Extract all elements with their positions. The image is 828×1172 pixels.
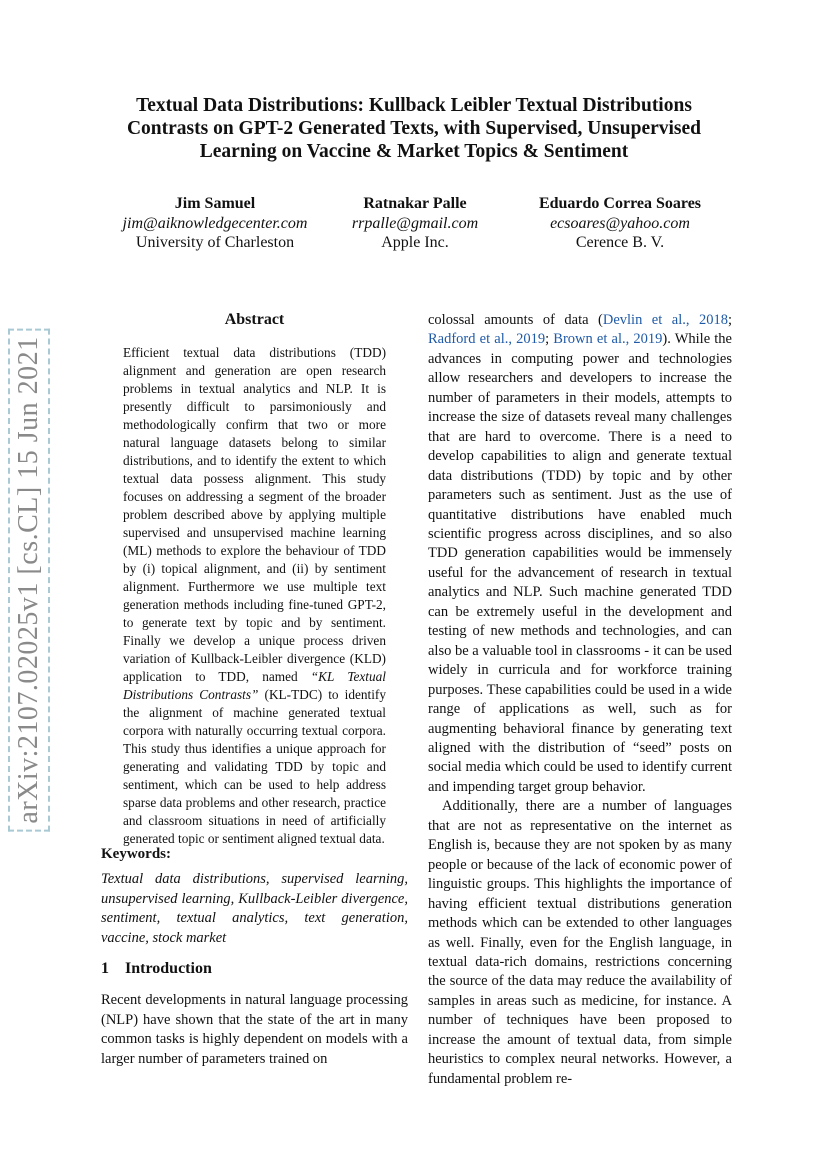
author-block: [520, 194, 720, 253]
abstract-heading: Abstract: [224, 311, 285, 328]
author-affiliation: Apple Inc.: [381, 234, 449, 251]
author-email[interactable]: jim@aiknowledgecenter.com: [122, 214, 308, 232]
right-column: [428, 311, 732, 1089]
author-block: [110, 194, 320, 253]
arxiv-sidebar: [4, 330, 54, 830]
intro-paragraph: Recent developments in natural language processing (NLP) have shown that the state of the art in many common tasks is highly dependent on models with a larger number of parameters trained on: [101, 992, 408, 1067]
paragraph: Additionally, there are a number of languages that are not as representative on the internet as English is, because they are not spoken by as many people or because of the lack of economic power of linguistic groups. This highlights the importance of having efficient textual distributions generation methods which can be extended to other languages as well. Finally, even for the English language, in textual data-rich domains, restrictions concerning the source of the data may reduce the availability of samples in areas such as medicine, for instance. A number of techniques have been proposed to increase the amount of textual data, from simple heuristics to complex neural networks. However, a fundamental problem re-: [428, 798, 732, 1087]
keywords-text: Textual data distributions, supervised learning, unsupervised learning, Kullback-Leibler divergence, sentiment, textual analytics, text generation, vaccine, stock market: [101, 871, 408, 946]
keywords-heading: Keywords:: [101, 846, 171, 862]
citation-link[interactable]: Devlin et al., 2018: [602, 312, 728, 328]
author-block: [330, 194, 500, 253]
section-title: Introduction: [125, 960, 212, 977]
section-number: 1: [101, 960, 109, 977]
abstract-italic-term: “KL Textual Distributions Contrasts”: [123, 669, 386, 702]
author-name: Ratnakar Palle: [363, 195, 467, 212]
author-email[interactable]: rrpalle@gmail.com: [351, 214, 479, 232]
section-heading: [101, 960, 212, 978]
paper-title: Textual Data Distributions: Kullback Leibler Textual Distributions Contrasts on GPT-2 Generated Texts, with Supervised, Unsupervised Learning on Vaccine & Market Topics & Sentiment: [126, 95, 702, 162]
paragraph: colossal amounts of data (Devlin et al., 2018; Radford et al., 2019; Brown et al., 2019). While the advances in computing power and technologies allow researchers and developers to increase the number of parameters in their models, attempts to increase the size of datasets reveal many challenges that are hard to overcome. There is a need to develop capabilities to align and generate textual data distributions (TDD) by topic and by other parameters such as sentiment. Just as the use of quantitative distributions have enabled much scientific progress across disciplines, and so also TDD generation capabilities would be immensely useful for the advancement of research in textual analytics and NLP. Such machine generated TDD can be extremely useful in the development and testing of new methods and technologies, and can also be a valuable tool in classrooms - it can be used widely in curricula and for workforce training purposes. These capabilities could be used in a wide range of applications as well, such as for augmenting behavioral finance by generating text aligned with the distribution of “seed” posts on social media which could be used to identify current and impending target group behavior.: [428, 312, 733, 795]
abstract-text: Efficient textual data distributions (TDD) alignment and generation are open research problems in textual analytics and NLP. It is presently difficult to parsimoniously and methodologically confirm that two or more natural language datasets belong to similar distributions, and to identify the extent to which textual data possess alignment. This study focuses on addressing a segment of the broader problem described above by applying multiple supervised and unsupervised machine learning (ML) methods to explore the behaviour of TDD by (i) topical alignment, and (ii) by sentiment alignment. Furthermore we use multiple text generation methods including fine-tuned GPT-2, to generate text by topic and by sentiment. Finally we develop a unique process driven variation of Kullback-Leibler divergence (KLD) application to TDD, named “KL Textual Distributions Contrasts” (KL-TDC) to identify the alignment of machine generated textual corpora with naturally occurring textual corpora. This study thus identifies a unique approach for generating and validating TDD by topic and sentiment, which can be used to help address sparse data problems and other research, practice and classroom situations in need of artificially generated topic or sentiment aligned textual data.: [123, 345, 387, 846]
author-email[interactable]: ecsoares@yahoo.com: [550, 214, 690, 232]
arxiv-identifier[interactable]: arXiv:2107.02025v1 [cs.CL] 15 Jun 2021: [8, 328, 50, 831]
citation-link[interactable]: Radford et al., 2019: [428, 331, 546, 348]
author-affiliation: Cerence B. V.: [575, 234, 665, 251]
citation-link[interactable]: Brown et al., 2019: [553, 331, 663, 348]
author-affiliation: University of Charleston: [135, 234, 295, 251]
author-name: Eduardo Correa Soares: [538, 195, 702, 212]
author-name: Jim Samuel: [174, 195, 256, 212]
